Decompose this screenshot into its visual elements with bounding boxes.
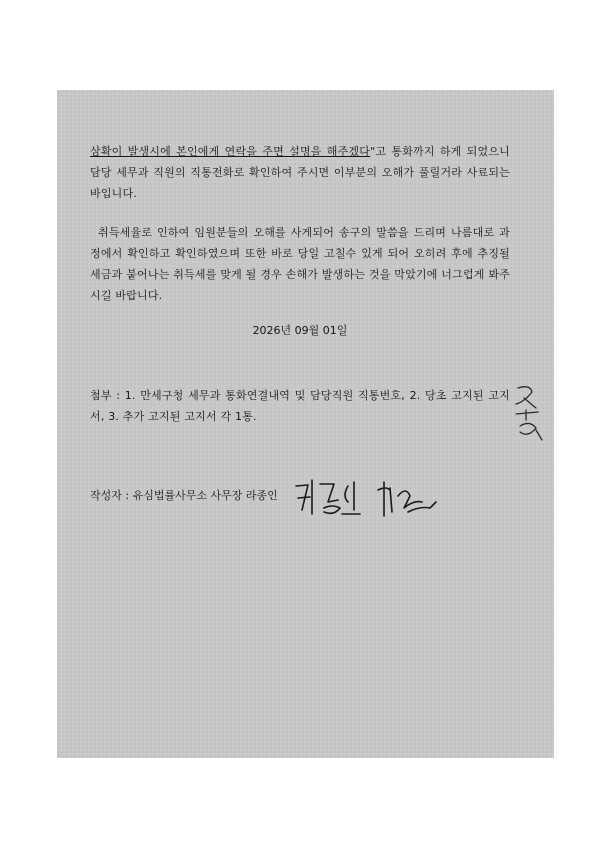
- author-line: 작성자 : 유심법률사무소 사무장 라종인: [90, 489, 278, 502]
- paragraph-1-rest: 고 통화까지 하게 되었으니 담당 세무과 직원의 직통전화로 확인하여 주시면 이부분의 오해가 풀릴거라 사료되는 바입니다.: [90, 145, 510, 200]
- attachment-list: 첨부 : 1. 만세구청 세무과 통화연결내역 및 담당직원 직통번호, 2. 당초 고지된 고지서, 3. 추가 고지된 고지서 각 1통.: [90, 389, 510, 423]
- paragraph-1: 삼확이 발생시에 본인에게 연락을 주면 설명을 해주겠다"고 통화까지 하게 되었으니 담당 세무과 직원의 직통전화로 확인하여 주시면 이부분의 오해가 풀릴거라 사료되는 바입니다.: [90, 145, 510, 200]
- document-date: 2026년 09월 01일: [252, 324, 348, 337]
- paragraph-2: 취득세율로 인하여 임원분들의 오해를 사게되어 송구의 말씀을 드리며 나름대로 과정에서 확인하고 확인하였으며 또한 바로 당일 고칠수 있게 되어 오히려 후에 추징될 세금과 붙어나는 취득세를 맞게 될 경우 손해가 발생하는 것을 막았기에 너그럽게 봐주시길 바랍니다.: [90, 226, 510, 302]
- quoted-statement: 삼확이 발생시에 본인에게 연락을 주면 설명을 해주겠다: [90, 145, 371, 158]
